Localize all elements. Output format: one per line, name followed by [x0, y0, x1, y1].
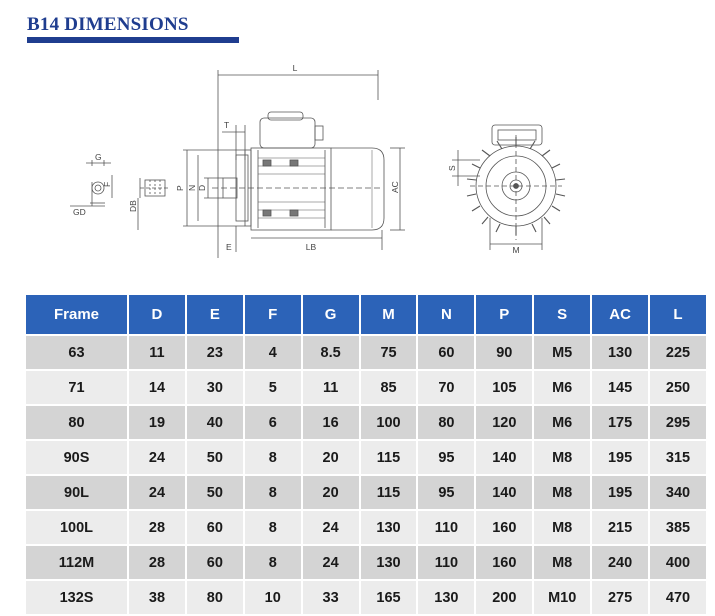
- header-p: P: [476, 295, 532, 334]
- table-cell: 50: [187, 476, 243, 509]
- table-cell: 225: [650, 336, 706, 369]
- technical-drawing-svg: [0, 55, 715, 270]
- table-cell: 10: [245, 581, 301, 614]
- table-cell: 115: [361, 441, 417, 474]
- header-g: G: [303, 295, 359, 334]
- table-cell: 6: [245, 406, 301, 439]
- table-cell: 160: [476, 546, 532, 579]
- table-cell: 85: [361, 371, 417, 404]
- dimensions-table: [24, 293, 708, 616]
- table-row: [26, 546, 706, 579]
- table-cell: 130: [361, 546, 417, 579]
- motor-end-view: [452, 125, 565, 250]
- table-cell: 24: [129, 441, 185, 474]
- table-cell: 50: [187, 441, 243, 474]
- table-cell: 110: [418, 546, 474, 579]
- table-cell: 5: [245, 371, 301, 404]
- table-cell: 200: [476, 581, 532, 614]
- dim-label-G: G: [95, 152, 102, 162]
- table-cell: 145: [592, 371, 648, 404]
- table-cell: 90L: [26, 476, 127, 509]
- table-cell: 95: [418, 476, 474, 509]
- table-cell: 23: [187, 336, 243, 369]
- header-n: N: [418, 295, 474, 334]
- title-underline: [27, 37, 239, 43]
- header-f: F: [245, 295, 301, 334]
- table-cell: 11: [129, 336, 185, 369]
- table-cell: 75: [361, 336, 417, 369]
- dim-label-M: M: [512, 245, 520, 255]
- header-l: L: [650, 295, 706, 334]
- dim-label-T: T: [224, 120, 230, 130]
- dim-label-S: S: [447, 165, 457, 171]
- table-row: [26, 336, 706, 369]
- table-cell: 400: [650, 546, 706, 579]
- motor-dimension-drawing: [0, 55, 715, 270]
- table-cell: 195: [592, 441, 648, 474]
- table-cell: 19: [129, 406, 185, 439]
- table-cell: 95: [418, 441, 474, 474]
- table-row: [26, 581, 706, 614]
- table-row: [26, 371, 706, 404]
- table-cell: 24: [303, 546, 359, 579]
- table-row: [26, 511, 706, 544]
- table-cell: 250: [650, 371, 706, 404]
- dim-label-D: D: [197, 184, 207, 191]
- table-cell: M6: [534, 406, 590, 439]
- table-cell: 160: [476, 511, 532, 544]
- table-cell: M8: [534, 441, 590, 474]
- dim-label-P: P: [175, 185, 185, 191]
- table-cell: 140: [476, 476, 532, 509]
- table-cell: 110: [418, 511, 474, 544]
- table-cell: 4: [245, 336, 301, 369]
- table-cell: 8.5: [303, 336, 359, 369]
- table-cell: 60: [418, 336, 474, 369]
- table-cell: 28: [129, 546, 185, 579]
- table-cell: 8: [245, 546, 301, 579]
- dim-label-DB: DB: [128, 200, 138, 212]
- table-cell: 70: [418, 371, 474, 404]
- table-cell: M8: [534, 476, 590, 509]
- table-cell: 340: [650, 476, 706, 509]
- dim-label-E: E: [226, 242, 232, 252]
- table-cell: 165: [361, 581, 417, 614]
- table-cell: 315: [650, 441, 706, 474]
- header-d: D: [129, 295, 185, 334]
- table-cell: M8: [534, 546, 590, 579]
- dim-label-F: F: [102, 181, 112, 187]
- header-frame: Frame: [26, 295, 127, 334]
- table-cell: M6: [534, 371, 590, 404]
- table-cell: 120: [476, 406, 532, 439]
- table-cell: 130: [361, 511, 417, 544]
- table-cell: 71: [26, 371, 127, 404]
- table-cell: 80: [418, 406, 474, 439]
- table-cell: 130: [418, 581, 474, 614]
- table-cell: 115: [361, 476, 417, 509]
- table-cell: 24: [303, 511, 359, 544]
- dim-label-N: N: [187, 184, 197, 191]
- table-cell: 60: [187, 511, 243, 544]
- table-cell: 8: [245, 441, 301, 474]
- header-e: E: [187, 295, 243, 334]
- header-s: S: [534, 295, 590, 334]
- table-cell: 30: [187, 371, 243, 404]
- table-cell: 16: [303, 406, 359, 439]
- table-row: [26, 406, 706, 439]
- table-cell: 100L: [26, 511, 127, 544]
- header-ac: AC: [592, 295, 648, 334]
- table-cell: 60: [187, 546, 243, 579]
- table-cell: 63: [26, 336, 127, 369]
- dim-label-GD: GD: [73, 207, 86, 217]
- table-cell: 80: [26, 406, 127, 439]
- table-header-row: [26, 295, 706, 334]
- table-cell: 470: [650, 581, 706, 614]
- table-cell: 20: [303, 441, 359, 474]
- header-m: M: [361, 295, 417, 334]
- table-cell: 130: [592, 336, 648, 369]
- page-title: B14 DIMENSIONS: [27, 14, 189, 35]
- table-cell: 90S: [26, 441, 127, 474]
- table-cell: 140: [476, 441, 532, 474]
- table-cell: 28: [129, 511, 185, 544]
- table-cell: 105: [476, 371, 532, 404]
- table-cell: 100: [361, 406, 417, 439]
- table-cell: M5: [534, 336, 590, 369]
- shaft-key-detail: [70, 160, 170, 230]
- table-cell: 14: [129, 371, 185, 404]
- table-cell: 175: [592, 406, 648, 439]
- dim-label-LB: LB: [305, 242, 317, 252]
- motor-side-view: [183, 70, 405, 258]
- table-cell: 11: [303, 371, 359, 404]
- table-cell: 112M: [26, 546, 127, 579]
- table-cell: 275: [592, 581, 648, 614]
- dim-label-AC: AC: [390, 181, 400, 193]
- table-cell: 132S: [26, 581, 127, 614]
- table-cell: 240: [592, 546, 648, 579]
- table-cell: 38: [129, 581, 185, 614]
- table-cell: 195: [592, 476, 648, 509]
- table-cell: M8: [534, 511, 590, 544]
- table-cell: M10: [534, 581, 590, 614]
- table-cell: 295: [650, 406, 706, 439]
- table-row: [26, 441, 706, 474]
- table-cell: 385: [650, 511, 706, 544]
- table-cell: 20: [303, 476, 359, 509]
- table-cell: 80: [187, 581, 243, 614]
- table-row: [26, 476, 706, 509]
- table-cell: 8: [245, 476, 301, 509]
- table-cell: 33: [303, 581, 359, 614]
- table-cell: 40: [187, 406, 243, 439]
- table-cell: 8: [245, 511, 301, 544]
- table-cell: 90: [476, 336, 532, 369]
- table-cell: 24: [129, 476, 185, 509]
- dim-label-L: L: [292, 63, 298, 73]
- table-cell: 215: [592, 511, 648, 544]
